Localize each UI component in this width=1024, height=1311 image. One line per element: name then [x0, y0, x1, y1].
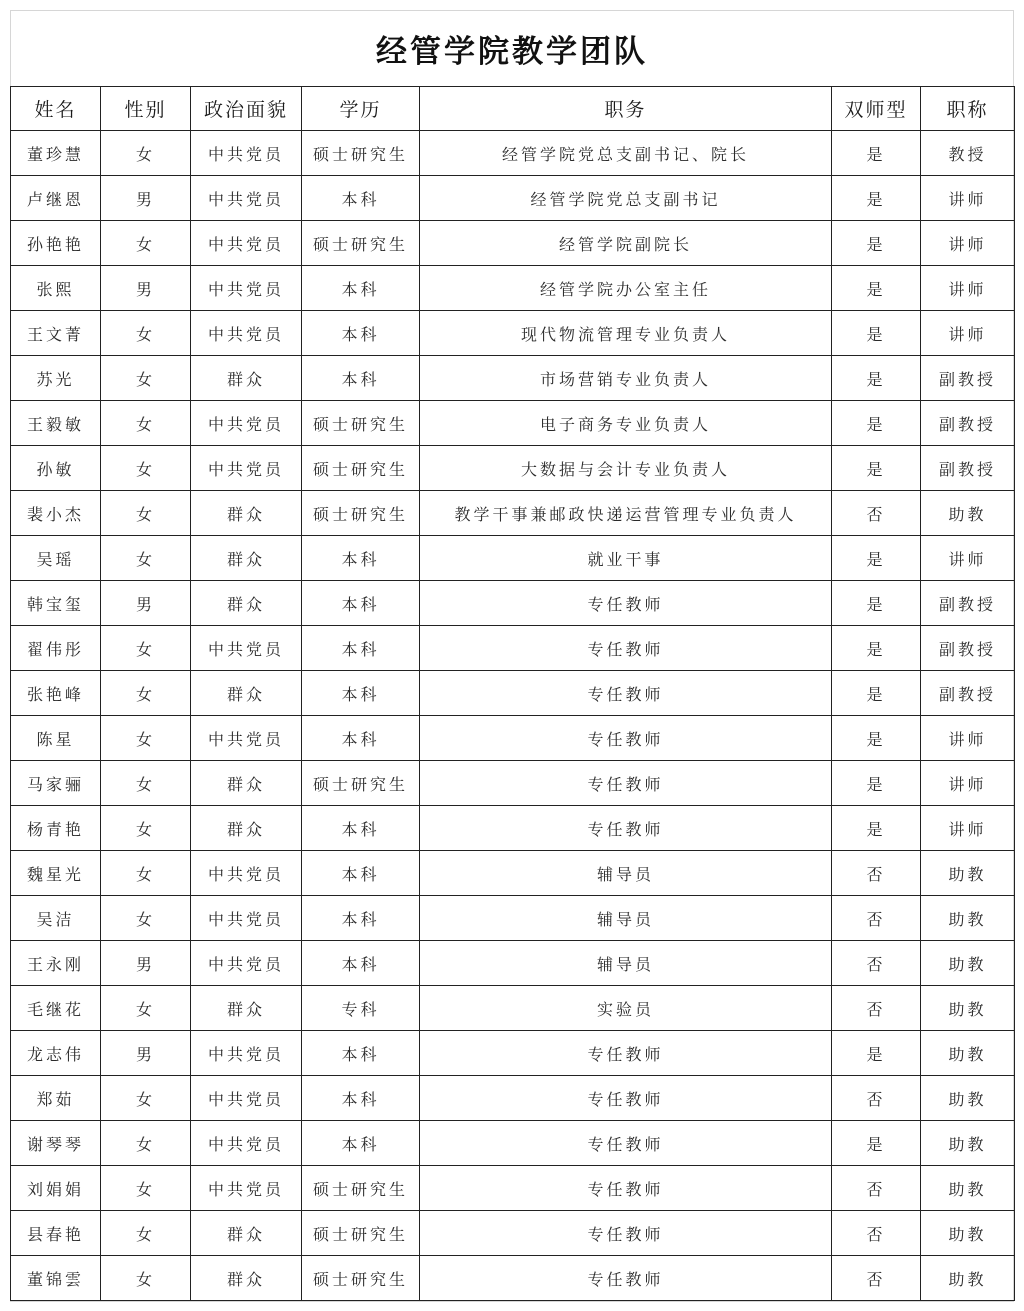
- cell-political-status: 群众: [191, 1256, 302, 1301]
- cell-name: 杨青艳: [11, 806, 101, 851]
- cell-position: 经管学院办公室主任: [420, 266, 832, 311]
- cell-education: 本科: [302, 896, 420, 941]
- cell-education: 本科: [302, 806, 420, 851]
- header-political-status: 政治面貌: [191, 87, 302, 131]
- cell-professional-title: 副教授: [921, 626, 1015, 671]
- cell-political-status: 中共党员: [191, 716, 302, 761]
- table-row: [11, 671, 1015, 716]
- cell-position: 专任教师: [420, 671, 832, 716]
- cell-name: 韩宝玺: [11, 581, 101, 626]
- cell-dual-qualified: 是: [832, 536, 921, 581]
- table-row: [11, 131, 1015, 176]
- cell-professional-title: 副教授: [921, 581, 1015, 626]
- cell-education: 本科: [302, 1076, 420, 1121]
- cell-position: 专任教师: [420, 626, 832, 671]
- cell-education: 专科: [302, 986, 420, 1031]
- cell-political-status: 中共党员: [191, 401, 302, 446]
- cell-dual-qualified: 是: [832, 1121, 921, 1166]
- cell-education: 本科: [302, 1121, 420, 1166]
- cell-professional-title: 助教: [921, 896, 1015, 941]
- table-row: [11, 401, 1015, 446]
- cell-political-status: 群众: [191, 356, 302, 401]
- cell-name: 董锦雲: [11, 1256, 101, 1301]
- cell-political-status: 中共党员: [191, 626, 302, 671]
- cell-education: 硕士研究生: [302, 1256, 420, 1301]
- cell-position: 经管学院副院长: [420, 221, 832, 266]
- cell-education: 本科: [302, 671, 420, 716]
- table-row: [11, 806, 1015, 851]
- cell-position: 专任教师: [420, 581, 832, 626]
- cell-gender: 女: [101, 1076, 191, 1121]
- cell-gender: 女: [101, 1211, 191, 1256]
- cell-name: 马家骊: [11, 761, 101, 806]
- cell-gender: 女: [101, 311, 191, 356]
- cell-education: 本科: [302, 1031, 420, 1076]
- cell-professional-title: 副教授: [921, 671, 1015, 716]
- cell-name: 裴小杰: [11, 491, 101, 536]
- cell-education: 硕士研究生: [302, 1211, 420, 1256]
- cell-position: 大数据与会计专业负责人: [420, 446, 832, 491]
- cell-professional-title: 讲师: [921, 266, 1015, 311]
- cell-gender: 女: [101, 851, 191, 896]
- cell-gender: 女: [101, 221, 191, 266]
- staff-table: [10, 86, 1015, 1301]
- cell-education: 硕士研究生: [302, 401, 420, 446]
- cell-dual-qualified: 是: [832, 176, 921, 221]
- cell-dual-qualified: 否: [832, 986, 921, 1031]
- cell-position: 专任教师: [420, 1166, 832, 1211]
- cell-political-status: 群众: [191, 536, 302, 581]
- table-row: [11, 1121, 1015, 1166]
- cell-dual-qualified: 否: [832, 851, 921, 896]
- cell-professional-title: 助教: [921, 986, 1015, 1031]
- cell-political-status: 群众: [191, 986, 302, 1031]
- cell-education: 硕士研究生: [302, 131, 420, 176]
- header-professional-title: 职称: [921, 87, 1015, 131]
- cell-political-status: 中共党员: [191, 311, 302, 356]
- cell-gender: 女: [101, 401, 191, 446]
- cell-political-status: 中共党员: [191, 896, 302, 941]
- cell-dual-qualified: 是: [832, 131, 921, 176]
- cell-position: 辅导员: [420, 941, 832, 986]
- cell-professional-title: 讲师: [921, 806, 1015, 851]
- cell-gender: 女: [101, 1166, 191, 1211]
- table-row: [11, 221, 1015, 266]
- cell-professional-title: 副教授: [921, 401, 1015, 446]
- cell-name: 郑茹: [11, 1076, 101, 1121]
- cell-political-status: 中共党员: [191, 941, 302, 986]
- header-education: 学历: [302, 87, 420, 131]
- cell-dual-qualified: 是: [832, 401, 921, 446]
- cell-professional-title: 助教: [921, 1166, 1015, 1211]
- cell-gender: 女: [101, 1256, 191, 1301]
- table-row: [11, 626, 1015, 671]
- cell-political-status: 群众: [191, 761, 302, 806]
- cell-name: 苏光: [11, 356, 101, 401]
- cell-dual-qualified: 是: [832, 761, 921, 806]
- table-row: [11, 311, 1015, 356]
- cell-professional-title: 助教: [921, 491, 1015, 536]
- cell-professional-title: 助教: [921, 941, 1015, 986]
- cell-professional-title: 助教: [921, 1076, 1015, 1121]
- cell-political-status: 中共党员: [191, 446, 302, 491]
- cell-dual-qualified: 否: [832, 1256, 921, 1301]
- cell-dual-qualified: 是: [832, 311, 921, 356]
- cell-name: 董珍慧: [11, 131, 101, 176]
- cell-education: 本科: [302, 581, 420, 626]
- cell-dual-qualified: 是: [832, 1031, 921, 1076]
- cell-name: 孙敏: [11, 446, 101, 491]
- cell-gender: 女: [101, 986, 191, 1031]
- cell-political-status: 中共党员: [191, 266, 302, 311]
- header-row: [11, 87, 1015, 131]
- cell-name: 毛继花: [11, 986, 101, 1031]
- cell-political-status: 群众: [191, 1211, 302, 1256]
- header-position: 职务: [420, 87, 832, 131]
- cell-position: 辅导员: [420, 896, 832, 941]
- cell-professional-title: 讲师: [921, 221, 1015, 266]
- cell-professional-title: 助教: [921, 1211, 1015, 1256]
- cell-political-status: 群众: [191, 491, 302, 536]
- cell-professional-title: 助教: [921, 1031, 1015, 1076]
- cell-gender: 女: [101, 626, 191, 671]
- cell-dual-qualified: 是: [832, 446, 921, 491]
- cell-dual-qualified: 是: [832, 806, 921, 851]
- cell-professional-title: 助教: [921, 1256, 1015, 1301]
- cell-position: 教学干事兼邮政快递运营管理专业负责人: [420, 491, 832, 536]
- cell-name: 谢琴琴: [11, 1121, 101, 1166]
- cell-education: 本科: [302, 356, 420, 401]
- cell-position: 市场营销专业负责人: [420, 356, 832, 401]
- cell-name: 陈星: [11, 716, 101, 761]
- table-header: [11, 87, 1015, 131]
- cell-gender: 女: [101, 131, 191, 176]
- cell-political-status: 中共党员: [191, 176, 302, 221]
- cell-name: 张艳峰: [11, 671, 101, 716]
- cell-gender: 男: [101, 266, 191, 311]
- header-dual-qualified: 双师型: [832, 87, 921, 131]
- table-body: [11, 131, 1015, 1301]
- cell-professional-title: 讲师: [921, 311, 1015, 356]
- table-row: [11, 716, 1015, 761]
- cell-gender: 女: [101, 806, 191, 851]
- cell-gender: 女: [101, 491, 191, 536]
- cell-name: 卢继恩: [11, 176, 101, 221]
- cell-education: 硕士研究生: [302, 761, 420, 806]
- cell-name: 王毅敏: [11, 401, 101, 446]
- cell-position: 就业干事: [420, 536, 832, 581]
- cell-professional-title: 讲师: [921, 176, 1015, 221]
- cell-gender: 男: [101, 176, 191, 221]
- table-row: [11, 446, 1015, 491]
- cell-position: 经管学院党总支副书记、院长: [420, 131, 832, 176]
- cell-name: 孙艳艳: [11, 221, 101, 266]
- cell-dual-qualified: 否: [832, 491, 921, 536]
- cell-gender: 女: [101, 536, 191, 581]
- cell-name: 龙志伟: [11, 1031, 101, 1076]
- cell-name: 吴瑶: [11, 536, 101, 581]
- cell-professional-title: 讲师: [921, 761, 1015, 806]
- cell-position: 专任教师: [420, 1031, 832, 1076]
- cell-position: 辅导员: [420, 851, 832, 896]
- table-row: [11, 266, 1015, 311]
- cell-name: 吴洁: [11, 896, 101, 941]
- cell-political-status: 中共党员: [191, 1031, 302, 1076]
- cell-dual-qualified: 否: [832, 1166, 921, 1211]
- header-name: 姓名: [11, 87, 101, 131]
- table-row: [11, 1031, 1015, 1076]
- cell-education: 本科: [302, 716, 420, 761]
- table-row: [11, 536, 1015, 581]
- cell-political-status: 中共党员: [191, 851, 302, 896]
- cell-gender: 男: [101, 581, 191, 626]
- table-row: [11, 851, 1015, 896]
- cell-name: 刘娟娟: [11, 1166, 101, 1211]
- table-row: [11, 581, 1015, 626]
- cell-political-status: 中共党员: [191, 221, 302, 266]
- cell-name: 翟伟彤: [11, 626, 101, 671]
- cell-position: 专任教师: [420, 761, 832, 806]
- cell-position: 专任教师: [420, 806, 832, 851]
- table-row: [11, 1076, 1015, 1121]
- table-row: [11, 1256, 1015, 1301]
- cell-dual-qualified: 是: [832, 221, 921, 266]
- cell-political-status: 中共党员: [191, 131, 302, 176]
- cell-position: 专任教师: [420, 1121, 832, 1166]
- cell-gender: 女: [101, 716, 191, 761]
- cell-professional-title: 助教: [921, 851, 1015, 896]
- cell-education: 硕士研究生: [302, 446, 420, 491]
- cell-education: 本科: [302, 311, 420, 356]
- table-row: [11, 176, 1015, 221]
- cell-gender: 女: [101, 1121, 191, 1166]
- cell-dual-qualified: 是: [832, 581, 921, 626]
- cell-gender: 女: [101, 896, 191, 941]
- cell-name: 王永刚: [11, 941, 101, 986]
- cell-professional-title: 教授: [921, 131, 1015, 176]
- cell-name: 王文菁: [11, 311, 101, 356]
- cell-gender: 男: [101, 1031, 191, 1076]
- cell-education: 本科: [302, 851, 420, 896]
- table-row: [11, 1211, 1015, 1256]
- cell-gender: 女: [101, 446, 191, 491]
- cell-name: 张熙: [11, 266, 101, 311]
- cell-dual-qualified: 否: [832, 1076, 921, 1121]
- cell-education: 本科: [302, 941, 420, 986]
- cell-dual-qualified: 否: [832, 896, 921, 941]
- cell-name: 县春艳: [11, 1211, 101, 1256]
- cell-professional-title: 讲师: [921, 536, 1015, 581]
- cell-education: 硕士研究生: [302, 491, 420, 536]
- cell-name: 魏星光: [11, 851, 101, 896]
- cell-dual-qualified: 是: [832, 356, 921, 401]
- table-row: [11, 986, 1015, 1031]
- title-bar: [10, 10, 1014, 86]
- cell-education: 本科: [302, 176, 420, 221]
- cell-education: 本科: [302, 536, 420, 581]
- table-row: [11, 761, 1015, 806]
- cell-education: 本科: [302, 626, 420, 671]
- table-row: [11, 941, 1015, 986]
- cell-professional-title: 副教授: [921, 356, 1015, 401]
- cell-professional-title: 副教授: [921, 446, 1015, 491]
- page-title: 经管学院教学团队: [376, 33, 648, 70]
- cell-dual-qualified: 否: [832, 941, 921, 986]
- cell-dual-qualified: 否: [832, 1211, 921, 1256]
- header-gender: 性别: [101, 87, 191, 131]
- cell-position: 实验员: [420, 986, 832, 1031]
- table-row: [11, 896, 1015, 941]
- cell-political-status: 群众: [191, 806, 302, 851]
- cell-gender: 女: [101, 671, 191, 716]
- cell-education: 本科: [302, 266, 420, 311]
- cell-political-status: 中共党员: [191, 1166, 302, 1211]
- cell-dual-qualified: 是: [832, 671, 921, 716]
- cell-position: 专任教师: [420, 1211, 832, 1256]
- cell-position: 专任教师: [420, 1256, 832, 1301]
- table-row: [11, 356, 1015, 401]
- cell-dual-qualified: 是: [832, 266, 921, 311]
- cell-political-status: 中共党员: [191, 1076, 302, 1121]
- cell-position: 现代物流管理专业负责人: [420, 311, 832, 356]
- cell-position: 专任教师: [420, 716, 832, 761]
- cell-professional-title: 讲师: [921, 716, 1015, 761]
- cell-education: 硕士研究生: [302, 1166, 420, 1211]
- cell-gender: 女: [101, 761, 191, 806]
- table-row: [11, 1166, 1015, 1211]
- cell-gender: 女: [101, 356, 191, 401]
- cell-political-status: 群众: [191, 581, 302, 626]
- cell-position: 电子商务专业负责人: [420, 401, 832, 446]
- cell-education: 硕士研究生: [302, 221, 420, 266]
- table-row: [11, 491, 1015, 536]
- cell-gender: 男: [101, 941, 191, 986]
- cell-political-status: 群众: [191, 671, 302, 716]
- cell-professional-title: 助教: [921, 1121, 1015, 1166]
- cell-dual-qualified: 是: [832, 626, 921, 671]
- cell-position: 专任教师: [420, 1076, 832, 1121]
- cell-position: 经管学院党总支副书记: [420, 176, 832, 221]
- cell-political-status: 中共党员: [191, 1121, 302, 1166]
- cell-dual-qualified: 是: [832, 716, 921, 761]
